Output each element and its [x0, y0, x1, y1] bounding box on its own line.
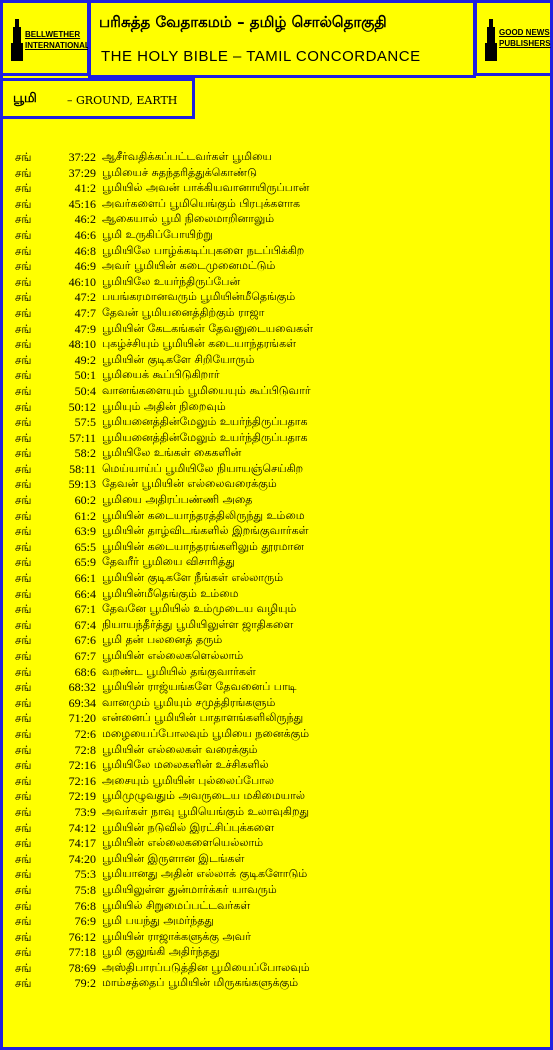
entry-text: பூமியைக் கூப்பிடுகிறார் [102, 368, 220, 382]
list-item [0, 976, 553, 992]
entry-reference: 65:5 [74, 539, 96, 554]
entry-book: சங் [15, 415, 32, 430]
entry-text: அசையும் பூமியின் புல்லைப்போல [102, 773, 275, 787]
entry-text: வறண்ட பூமியில் தங்குவார்கள் [102, 664, 256, 678]
entry-text: பூமி குலுங்கி அதிர்ந்தது [102, 945, 220, 959]
entry-reference: 41:2 [74, 181, 96, 196]
entry-text: பூமியின் குடிகளே சிறியோரும் [102, 352, 255, 366]
entry-book: சங் [15, 914, 32, 929]
list-item [0, 306, 553, 322]
entry-text: பூமியின் தாழ்விடங்களில் இறங்குவார்கள் [102, 524, 309, 538]
entry-book: சங் [15, 290, 32, 305]
list-item [0, 649, 553, 665]
entry-text: பூமியானது அதின் எல்லாக் குடிகளோடும் [102, 867, 308, 881]
entry-reference: 67:7 [74, 649, 96, 663]
entry-text: பூமியின் இருளான இடங்கள் [102, 851, 245, 865]
entry-text: பூமியின் கேடகங்கள் தேவனுடையவைகள் [102, 321, 314, 335]
entry-reference: 76:12 [68, 929, 96, 944]
entry-text: அவர்களைப் பூமியெங்கும் பிரபுக்களாக [102, 196, 301, 210]
entry-book: சங் [15, 539, 32, 554]
list-item [0, 212, 553, 228]
entry-reference: 46:6 [74, 227, 96, 242]
entry-text: மெய்யாய்ப் பூமியிலே நியாயஞ்செய்கிற [102, 461, 304, 475]
list-item [0, 743, 553, 759]
list-item [0, 166, 553, 182]
list-item [0, 181, 553, 197]
list-item [0, 680, 553, 696]
entry-reference: 73:9 [74, 804, 96, 819]
entry-text: பூமியின் நடுவில் இரட்சிப்புக்களை [102, 820, 275, 834]
entry-book: சங் [15, 259, 32, 274]
list-item [0, 353, 553, 369]
entry-reference: 47:7 [74, 305, 96, 320]
entry-reference: 74:17 [68, 836, 96, 851]
entry-book: சங் [15, 571, 32, 586]
list-item [0, 571, 553, 587]
entry-reference: 72:16 [68, 773, 96, 788]
list-item [0, 758, 553, 774]
entry-reference: 58:11 [69, 461, 96, 476]
entry-reference: 50:4 [74, 383, 96, 398]
entry-reference: 69:34 [68, 695, 96, 710]
entry-text: பூமிமுழுவதும் அவருடைய மகிமையால் [102, 789, 305, 803]
entry-reference: 48:10 [68, 337, 96, 352]
entry-reference: 75:3 [74, 867, 96, 882]
headword-box [0, 78, 195, 119]
entry-reference: 68:32 [68, 680, 96, 695]
list-item [0, 930, 553, 946]
entry-book: சங் [15, 851, 32, 866]
entry-reference: 63:9 [74, 524, 96, 539]
list-item [0, 774, 553, 790]
entry-text: பூமியிலுள்ள துன்மார்க்கர் யாவரும் [102, 882, 277, 896]
entry-text: அவர்கள் நாவு பூமியெங்கும் உலாவுகிறது [102, 804, 310, 818]
entry-text: மழையைப்போலவும் பூமியை நனைக்கும் [102, 726, 310, 740]
entry-reference: 37:29 [68, 165, 96, 180]
entry-text: பூமியின் எல்லைகளெல்லாம் [102, 649, 244, 662]
list-item [0, 555, 553, 571]
list-item [0, 852, 553, 868]
entry-reference: 78:69 [68, 960, 96, 975]
list-item [0, 259, 553, 275]
logo-right-text: GOOD NEWS PUBLISHERS [499, 28, 551, 48]
concordance-list [0, 150, 553, 992]
entry-book: சங் [15, 773, 32, 788]
entry-book: சங் [15, 633, 32, 648]
entry-text: தேவரீர் பூமியை விசாரித்து [102, 555, 235, 569]
list-item [0, 244, 553, 260]
list-item [0, 867, 553, 883]
list-item [0, 961, 553, 977]
list-item [0, 150, 553, 166]
entry-book: சங் [15, 711, 32, 726]
entry-text: அவர் பூமியின் கடைமுனைமட்டும் [102, 259, 276, 273]
entry-reference: 47:9 [74, 321, 96, 336]
list-item [0, 477, 553, 493]
entry-reference: 46:10 [68, 274, 96, 289]
entry-text: ஆகையால் பூமி நிலைமாறினாலும் [102, 212, 275, 226]
entry-text: பூமியின் ராஜ்யங்களே தேவனைப் பாடி [102, 680, 297, 694]
entry-reference: 74:12 [68, 820, 96, 835]
entry-book: சங் [15, 352, 32, 367]
entry-book: சங் [15, 929, 32, 944]
entry-reference: 37:22 [68, 150, 96, 164]
entry-book: சங் [15, 945, 32, 960]
entry-book: சங் [15, 274, 32, 289]
entry-book: சங் [15, 586, 32, 601]
entry-reference: 57:5 [74, 415, 96, 430]
entry-book: சங் [15, 836, 32, 851]
entry-book: சங் [15, 227, 32, 242]
entry-text: பயங்கரமானவரும் பூமியின்மீதெங்கும் [102, 290, 296, 304]
list-item [0, 524, 553, 540]
entry-reference: 76:8 [74, 898, 96, 913]
entry-text: பூமியிலே உயர்ந்திருப்பேன் [102, 274, 241, 288]
entry-text: பூமியின் கடையாந்தரங்களிலும் தூரமான [102, 539, 304, 553]
list-item [0, 665, 553, 681]
entry-book: சங் [15, 898, 32, 913]
publisher-logo-right [474, 0, 553, 76]
entry-reference: 72:8 [74, 742, 96, 757]
list-item [0, 883, 553, 899]
entry-book: சங் [15, 882, 32, 897]
entry-reference: 75:8 [74, 882, 96, 897]
entry-text: தேவன் பூமியனைத்திற்கும் ராஜா [102, 305, 265, 319]
entry-text: பூமியனைத்தின்மேலும் உயர்ந்திருப்பதாக [102, 430, 308, 444]
entry-text: தேவனே பூமியில் உம்முடைய வழியும் [102, 602, 297, 616]
entry-book: சங் [15, 602, 32, 617]
list-item [0, 836, 553, 852]
title-tamil: பரிசுத்த வேதாகமம் – தமிழ் சொல்தொகுதி [99, 13, 387, 31]
entry-reference: 79:2 [74, 976, 96, 991]
entry-reference: 72:6 [74, 726, 96, 741]
entry-book: சங் [15, 196, 32, 211]
entry-reference: 76:9 [74, 914, 96, 929]
list-item [0, 275, 553, 291]
list-item [0, 431, 553, 447]
entry-text: வானங்களையும் பூமியையும் கூப்பிடுவார் [102, 383, 311, 397]
entry-text: பூமியின் எல்லைகளையெல்லாம் [102, 836, 264, 850]
entry-reference: 57:11 [69, 430, 96, 445]
list-item [0, 493, 553, 509]
entry-reference: 46:9 [74, 259, 96, 274]
list-item [0, 805, 553, 821]
list-item [0, 789, 553, 805]
tower-icon [483, 17, 499, 63]
list-item [0, 322, 553, 338]
entry-book: சங் [15, 960, 32, 975]
entry-text: பூமியின் எல்லைகள் வரைக்கும் [102, 742, 258, 756]
entry-book: சங் [15, 820, 32, 835]
entry-reference: 72:19 [68, 789, 96, 804]
entry-text: பூமியிலே பாழ்க்கடிப்புகளை நடப்பிக்கிற [102, 243, 305, 257]
entry-reference: 45:16 [68, 196, 96, 211]
entry-reference: 68:6 [74, 664, 96, 679]
list-item [0, 509, 553, 525]
entry-book: சங் [15, 337, 32, 352]
list-item [0, 384, 553, 400]
list-item [0, 368, 553, 384]
title-box [88, 0, 476, 78]
entry-text: புகழ்ச்சியும் பூமியின் கடையாந்தரங்கள் [102, 337, 297, 351]
entry-text: பூமியின் ராஜாக்களுக்கு அவர் [102, 929, 251, 943]
entry-text: பூமியிலே மலைகளின் உச்சிகளில் [102, 758, 269, 772]
entry-reference: 47:2 [74, 290, 96, 305]
entry-book: சங் [15, 680, 32, 695]
entry-book: சங் [15, 368, 32, 383]
entry-book: சங் [15, 477, 32, 492]
entry-text: தேவன் பூமியின் எல்லைவரைக்கும் [102, 477, 277, 491]
list-item [0, 618, 553, 634]
entry-book: சங் [15, 649, 32, 663]
list-item [0, 899, 553, 915]
list-item [0, 587, 553, 603]
entry-book: சங் [15, 493, 32, 508]
entry-book: சங் [15, 976, 32, 991]
entry-reference: 50:1 [74, 368, 96, 383]
entry-text: பூமியில் சிறுமைப்பட்டவர்கள் [102, 898, 251, 912]
entry-text: மாம்சத்தைப் பூமியின் மிருகங்களுக்கும் [102, 976, 299, 990]
entry-book: சங் [15, 399, 32, 414]
title-english: THE HOLY BIBLE – TAMIL CONCORDANCE [101, 48, 421, 65]
entry-book: சங் [15, 150, 32, 164]
entry-reference: 59:13 [68, 477, 96, 492]
entry-book: சங் [15, 212, 32, 227]
entry-book: சங் [15, 726, 32, 741]
entry-text: பூமி தன் பலனைத் தரும் [102, 633, 223, 647]
logo-left-text: BELLWETHER INTERNATIONAL [25, 30, 90, 50]
entry-book: சங் [15, 804, 32, 819]
entry-book: சங் [15, 617, 32, 632]
list-item [0, 711, 553, 727]
entry-text: நியாயந்தீர்த்து பூமியிலுள்ள ஜாதிகளை [102, 617, 294, 631]
entry-book: சங் [15, 446, 32, 461]
list-item [0, 540, 553, 556]
entry-book: சங் [15, 758, 32, 773]
list-item [0, 446, 553, 462]
entry-reference: 74:20 [68, 851, 96, 866]
list-item [0, 821, 553, 837]
entry-reference: 67:4 [74, 617, 96, 632]
headword-english: – GROUND, EARTH [67, 94, 178, 107]
entry-book: சங் [15, 165, 32, 180]
entry-book: சங் [15, 305, 32, 320]
entry-book: சங் [15, 383, 32, 398]
entry-reference: 67:6 [74, 633, 96, 648]
list-item [0, 945, 553, 961]
entry-reference: 46:2 [74, 212, 96, 227]
entry-reference: 71:20 [68, 711, 96, 726]
publisher-logo-left [0, 0, 90, 76]
entry-text: பூமியில் அவன் பாக்கியவானாயிருப்பான் [102, 181, 310, 195]
entry-book: சங் [15, 695, 32, 710]
list-item [0, 914, 553, 930]
entry-reference: 50:12 [68, 399, 96, 414]
entry-book: சங் [15, 742, 32, 757]
entry-text: பூமியைச் சுதந்தரித்துக்கொண்டு [102, 165, 257, 179]
entry-book: சங் [15, 524, 32, 539]
list-item [0, 727, 553, 743]
entry-text: பூமியின்மீதெங்கும் உம்மை [102, 586, 239, 600]
list-item [0, 415, 553, 431]
entry-reference: 61:2 [74, 508, 96, 523]
entry-text: பூமியிலே உங்கள் கைகளின் [102, 446, 242, 460]
list-item [0, 337, 553, 353]
entry-book: சங் [15, 461, 32, 476]
entry-book: சங் [15, 430, 32, 445]
entry-reference: 58:2 [74, 446, 96, 461]
entry-text: ஆசீர்வதிக்கப்பட்டவர்கள் பூமியை [102, 150, 272, 163]
entry-book: சங் [15, 181, 32, 196]
entry-text: பூமி உருகிப்போயிற்று [102, 227, 213, 241]
entry-book: சங் [15, 555, 32, 570]
list-item [0, 696, 553, 712]
entry-book: சங் [15, 508, 32, 523]
entry-reference: 65:9 [74, 555, 96, 570]
entry-reference: 46:8 [74, 243, 96, 258]
entry-text: அஸ்திபாரப்படுத்தின பூமியைப்போலவும் [102, 960, 310, 974]
entry-reference: 72:16 [68, 758, 96, 773]
entry-text: பூமி பயந்து அமர்ந்தது [102, 914, 214, 928]
entry-text: பூமியனைத்தின்மேலும் உயர்ந்திருப்பதாக [102, 415, 308, 429]
list-item [0, 400, 553, 416]
entry-text: என்னைப் பூமியின் பாதாளங்களிலிருந்து [102, 711, 304, 725]
entry-reference: 66:1 [74, 571, 96, 586]
entry-book: சங் [15, 243, 32, 258]
entry-book: சங் [15, 664, 32, 679]
list-item [0, 228, 553, 244]
entry-reference: 66:4 [74, 586, 96, 601]
entry-text: பூமியின் குடிகளே நீங்கள் எல்லாரும் [102, 571, 284, 585]
entry-book: சங் [15, 867, 32, 882]
entry-text: பூமியின் கடையாந்தரத்திலிருந்து உம்மை [102, 508, 305, 522]
list-item [0, 462, 553, 478]
list-item [0, 633, 553, 649]
entry-reference: 49:2 [74, 352, 96, 367]
entry-book: சங் [15, 321, 32, 336]
entry-text: பூமியும் அதின் நிறைவும் [102, 399, 226, 413]
headword-tamil: பூமி [13, 91, 37, 106]
entry-reference: 60:2 [74, 493, 96, 508]
entry-book: சங் [15, 789, 32, 804]
list-item [0, 290, 553, 306]
entry-reference: 77:18 [68, 945, 96, 960]
entry-text: பூமியை அதிரப்பண்ணி அதை [102, 493, 253, 507]
entry-reference: 67:1 [74, 602, 96, 617]
entry-text: வானமும் பூமியும் சமுத்திரங்களும் [102, 695, 276, 709]
list-item [0, 197, 553, 213]
list-item [0, 602, 553, 618]
bell-tower-icon [9, 17, 25, 63]
